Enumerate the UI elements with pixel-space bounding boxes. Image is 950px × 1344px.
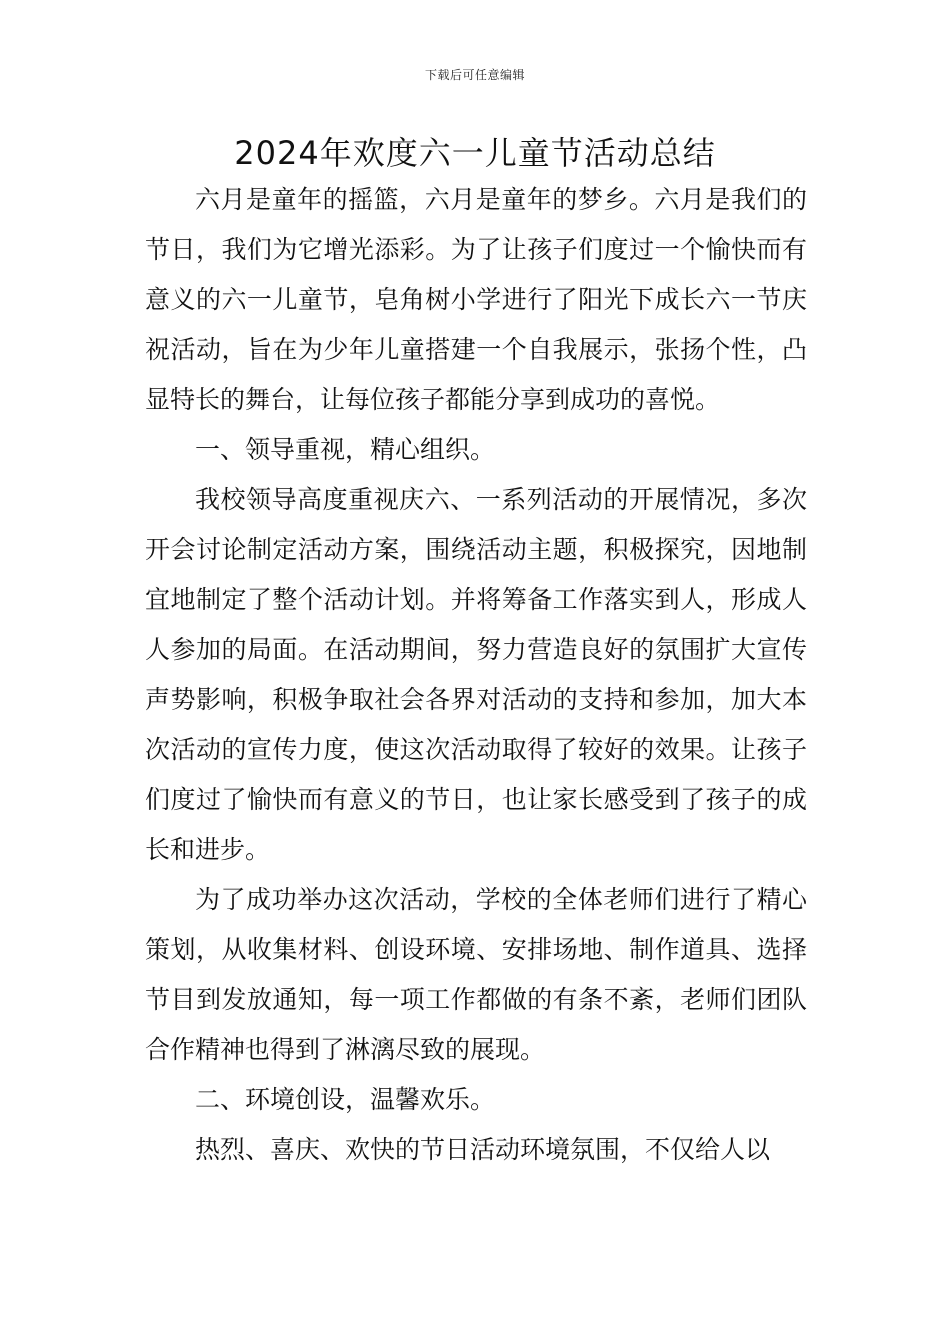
paragraph-intro: 六月是童年的摇篮，六月是童年的梦乡。六月是我们的节日，我们为它增光添彩。为了让孩子们度过一个愉快而有意义的六一儿童节，皂角树小学进行了阳光下成长六一节庆祝活动，旨在为少年儿童搭建一个自我展示，张扬个性，凸显特长的舞台，让每位孩子都能分享到成功的喜悦。 (145, 185, 807, 414)
document-body (145, 175, 807, 1175)
paragraph-leadership: 我校领导高度重视庆六、一系列活动的开展情况，多次开会讨论制定活动方案，围绕活动主题，积极探究，因地制宜地制定了整个活动计划。并将筹备工作落实到人，形成人人参加的局面。在活动期间，努力营造良好的氛围扩大宣传声势影响，积极争取社会各界对活动的支持和参加，加大本次活动的宣传力度，使这次活动取得了较好的效果。让孩子们度过了愉快而有意义的节日，也让家长感受到了孩子的成长和进步。 (145, 485, 807, 864)
section-heading-1: 一、领导重视，精心组织。 (195, 435, 496, 464)
document-title: 2024年欢度六一儿童节活动总结 (234, 134, 716, 172)
section-heading-2: 二、环境创设，温馨欢乐。 (195, 1085, 496, 1114)
header-note: 下载后可任意编辑 (424, 68, 525, 82)
paragraph-planning: 为了成功举办这次活动，学校的全体老师们进行了精心策划，从收集材料、创设环境、安排场地、制作道具、选择节目到发放通知，每一项工作都做的有条不紊，老师们团队合作精神也得到了淋漓尽致的展现。 (145, 885, 807, 1064)
paragraph-environment: 热烈、喜庆、欢快的节日活动环境氛围，不仅给人以 (195, 1135, 771, 1164)
